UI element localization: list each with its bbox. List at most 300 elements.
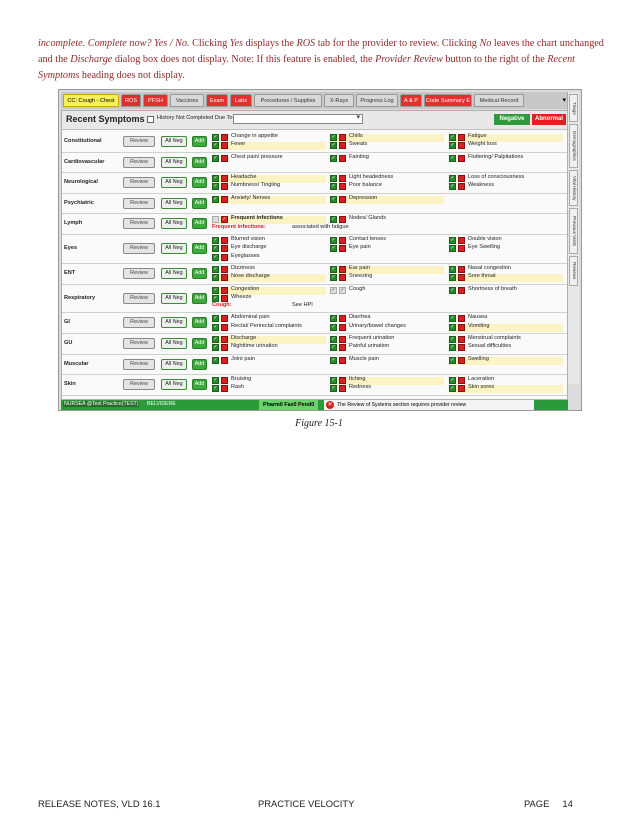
symptom-item[interactable] — [212, 344, 326, 352]
symptom-label: Skin sores — [468, 384, 495, 391]
add-button[interactable]: Add — [192, 293, 207, 304]
symptom-label: Swelling — [468, 355, 489, 362]
symptom-item[interactable] — [330, 155, 444, 163]
symptom-label: Wheeze — [231, 293, 252, 300]
abnormal-checkbox[interactable] — [221, 344, 228, 351]
symptom-label: Fever — [231, 141, 246, 148]
symptom-item[interactable] — [212, 324, 326, 332]
negative-button[interactable]: Negative — [494, 114, 530, 125]
symptom-note-label: Cough: — [212, 302, 232, 309]
symptom-item[interactable] — [330, 385, 444, 393]
symptom-item[interactable] — [330, 344, 444, 352]
abnormal-checkbox[interactable] — [221, 324, 228, 331]
symptom-item[interactable] — [449, 142, 563, 150]
system-label: GU — [64, 340, 73, 346]
row-divider — [62, 395, 567, 396]
symptom-item[interactable] — [212, 287, 326, 295]
abnormal-checkbox[interactable] — [339, 357, 346, 364]
symptom-item[interactable] — [212, 155, 326, 163]
symptom-label: Cough — [349, 285, 366, 292]
status-pharm[interactable]: Pharm0 Fax0 Pend0 — [259, 400, 318, 410]
abnormal-checkbox[interactable] — [458, 315, 465, 322]
abnormal-checkbox[interactable] — [221, 357, 228, 364]
abnormal-checkbox[interactable] — [458, 287, 465, 294]
abnormal-checkbox[interactable] — [458, 324, 465, 331]
symptom-label: Fainting — [349, 153, 369, 160]
symptom-label: Eye pain — [349, 244, 371, 251]
symptom-item[interactable] — [212, 357, 326, 365]
add-button[interactable]: Add — [192, 317, 207, 328]
all-neg-button[interactable]: All Neg — [161, 359, 187, 370]
review-button[interactable]: Review — [123, 359, 155, 370]
check-icon[interactable]: ✓ — [450, 323, 455, 330]
symptom-item[interactable] — [449, 315, 563, 323]
review-button[interactable]: Review — [123, 157, 155, 168]
symptom-item[interactable] — [212, 385, 326, 393]
abnormal-checkbox[interactable] — [339, 155, 346, 162]
abnormal-checkbox[interactable] — [339, 245, 346, 252]
abnormal-checkbox[interactable] — [458, 385, 465, 392]
symptom-label: Eye discharge — [231, 244, 267, 251]
system-row-gu — [62, 334, 567, 354]
system-row-skin — [62, 375, 567, 395]
abnormal-checkbox[interactable] — [458, 344, 465, 351]
all-neg-button[interactable]: All Neg — [161, 338, 187, 349]
abnormal-button[interactable]: Abnormal — [532, 114, 566, 125]
symptom-label: Weakness — [468, 182, 495, 189]
symptom-item[interactable] — [449, 245, 563, 253]
review-button[interactable]: Review — [123, 293, 155, 304]
symptom-item[interactable] — [212, 134, 326, 142]
abnormal-checkbox[interactable] — [339, 196, 346, 203]
check-icon[interactable]: ✓ — [331, 265, 336, 272]
symptom-label: Sore throat — [468, 273, 496, 280]
symptom-label: Menstrual complaints — [468, 335, 521, 341]
status-location: BELVIDERE — [147, 401, 176, 407]
check-icon[interactable]: ✓ — [331, 344, 336, 351]
abnormal-checkbox[interactable] — [458, 134, 465, 141]
symptom-label: Chills — [349, 133, 363, 139]
symptom-item[interactable] — [330, 245, 444, 253]
status-bar — [61, 400, 568, 410]
add-button[interactable]: Add — [192, 177, 207, 188]
check-icon[interactable]: ✓ — [450, 385, 455, 392]
abnormal-checkbox[interactable] — [221, 295, 228, 302]
symptom-item[interactable] — [212, 377, 326, 385]
symptom-label: Numbness/ Tingling — [231, 182, 281, 189]
abnormal-checkbox[interactable] — [458, 175, 465, 182]
abnormal-checkbox[interactable] — [221, 196, 228, 203]
check-icon[interactable]: ✓ — [213, 245, 218, 252]
symptom-label: Fluttering/ Palpitations — [468, 153, 524, 160]
tab-bar — [61, 92, 568, 109]
check-icon[interactable]: ✓ — [213, 336, 218, 342]
symptom-item[interactable] — [449, 274, 563, 282]
status-user: NURSEA @Test Practice(TEST) — [64, 401, 139, 407]
system-label: Eyes — [64, 245, 78, 251]
abnormal-checkbox[interactable] — [339, 216, 346, 223]
symptom-item[interactable] — [330, 357, 444, 365]
symptom-item[interactable] — [449, 237, 563, 245]
all-neg-button[interactable]: All Neg — [161, 293, 187, 304]
symptom-item[interactable] — [449, 357, 563, 365]
symptom-label: Itching — [349, 376, 366, 383]
symptom-label: Depression — [349, 194, 378, 201]
abnormal-checkbox[interactable] — [339, 175, 346, 182]
check-icon[interactable]: ✓ — [450, 183, 455, 190]
symptom-label: Frequent infections — [231, 215, 283, 222]
tab-cc-cough-chest[interactable]: CC: Cough - Chest — [63, 94, 119, 107]
check-icon[interactable]: ✓ — [213, 344, 218, 351]
abnormal-checkbox[interactable] — [458, 336, 465, 343]
symptom-item[interactable] — [212, 245, 326, 253]
check-icon[interactable]: ✓ — [331, 336, 336, 342]
add-button[interactable]: Add — [192, 136, 207, 147]
symptom-label: Headache — [231, 174, 257, 181]
tab-progress-log[interactable]: Progress Log — [356, 94, 398, 107]
side-tab-demographics[interactable]: Demographics — [569, 124, 578, 168]
abnormal-checkbox[interactable] — [339, 266, 346, 273]
symptom-item[interactable] — [330, 266, 444, 274]
symptom-item[interactable] — [449, 344, 563, 352]
system-row-psychiatric — [62, 194, 567, 214]
review-button[interactable]: Review — [123, 338, 155, 349]
symptom-label: Vomiting — [468, 322, 490, 329]
symptom-item[interactable] — [449, 287, 563, 295]
check-icon[interactable]: ✓ — [450, 134, 455, 140]
symptom-label: Diarrhea — [349, 314, 371, 321]
check-icon[interactable]: ✓ — [450, 315, 455, 322]
review-button[interactable]: Review — [123, 317, 155, 328]
symptom-item[interactable] — [449, 324, 563, 332]
abnormal-checkbox[interactable] — [339, 336, 346, 343]
abnormal-checkbox[interactable] — [339, 315, 346, 322]
system-row-respiratory — [62, 285, 567, 313]
symptom-item[interactable] — [449, 385, 563, 393]
abnormal-checkbox[interactable] — [458, 183, 465, 190]
tab-ros[interactable]: ROS — [121, 94, 141, 107]
check-icon[interactable]: ✓ — [450, 286, 455, 293]
symptom-item[interactable] — [330, 377, 444, 385]
symptom-label: Blurred vision — [231, 236, 265, 242]
tab-vaccines[interactable]: Vaccines — [170, 94, 204, 107]
symptom-label: Abdominal pain — [231, 314, 270, 321]
symptom-item[interactable] — [449, 377, 563, 385]
abnormal-checkbox[interactable] — [221, 245, 228, 252]
check-icon[interactable]: ✓ — [213, 183, 218, 190]
tab-exam[interactable]: Exam — [206, 94, 228, 107]
tab-code-summary-e[interactable]: Code Summary E — [424, 94, 472, 107]
check-icon[interactable]: ✓ — [331, 195, 336, 202]
check-icon[interactable]: ✓ — [213, 134, 218, 140]
system-row-eyes — [62, 235, 567, 263]
symptom-item[interactable] — [330, 175, 444, 183]
symptom-label: Loss of consciousness — [468, 174, 525, 181]
symptom-label: Joint pain — [231, 355, 255, 362]
check-icon[interactable]: ✓ — [213, 377, 218, 384]
tab-a-p[interactable]: A & P — [400, 94, 422, 107]
tab-medical-record[interactable]: Medical Record — [474, 94, 524, 107]
all-neg-button[interactable]: All Neg — [161, 177, 187, 188]
abnormal-checkbox[interactable] — [221, 385, 228, 392]
prompt-text: incomplete. Complete now? Yes / No. — [38, 38, 190, 49]
check-icon[interactable]: ✓ — [450, 237, 455, 243]
add-button[interactable]: Add — [192, 338, 207, 349]
add-button[interactable]: Add — [192, 379, 207, 390]
symptom-note-text: See HPI — [292, 302, 313, 309]
system-label: ENT — [64, 269, 76, 276]
abnormal-checkbox[interactable] — [339, 324, 346, 331]
abnormal-checkbox[interactable] — [458, 274, 465, 281]
side-tab-reviews[interactable]: Reviews — [569, 256, 578, 286]
symptom-item[interactable] — [330, 237, 444, 245]
check-icon[interactable]: ✓ — [331, 175, 336, 182]
check-icon[interactable]: ✓ — [213, 265, 218, 272]
abnormal-checkbox[interactable] — [221, 266, 228, 273]
history-label: History Not Completed Due To — [157, 115, 233, 121]
abnormal-checkbox[interactable] — [458, 266, 465, 273]
check-icon[interactable]: ✓ — [450, 344, 455, 351]
symptom-label: Chest pain/ pressure — [231, 153, 283, 160]
tab-procedures-supplies[interactable]: Procedures / Supplies — [254, 94, 322, 107]
tab-x-rays[interactable]: X-Rays — [324, 94, 354, 107]
check-icon[interactable]: ✓ — [213, 175, 218, 182]
all-neg-button[interactable]: All Neg — [161, 243, 187, 254]
check-icon[interactable]: ✓ — [331, 315, 336, 322]
tab-labs[interactable]: Labs — [230, 94, 252, 107]
footer-right: PAGE 14 — [524, 798, 573, 809]
side-tab-triage[interactable]: Triage — [569, 94, 578, 122]
symptom-item[interactable] — [330, 324, 444, 332]
check-icon[interactable]: ✓ — [331, 356, 336, 363]
abnormal-checkbox[interactable] — [458, 155, 465, 162]
add-button[interactable]: Add — [192, 268, 207, 279]
check-icon[interactable]: ✓ — [213, 237, 218, 243]
check-icon[interactable]: ✓ — [213, 154, 218, 161]
abnormal-checkbox[interactable] — [339, 183, 346, 190]
check-icon[interactable]: ✓ — [213, 385, 218, 392]
add-button[interactable]: Add — [192, 157, 207, 168]
abnormal-checkbox[interactable] — [221, 183, 228, 190]
symptom-label: Frequent urination — [349, 335, 395, 341]
all-neg-button[interactable]: All Neg — [161, 218, 187, 229]
system-label: Neurological — [64, 179, 98, 186]
review-button[interactable]: Review — [123, 136, 155, 147]
review-button[interactable]: Review — [123, 268, 155, 279]
check-icon[interactable]: ✓ — [331, 154, 336, 161]
check-icon[interactable]: ✓ — [213, 274, 218, 281]
system-label: Lymph — [64, 220, 83, 227]
all-neg-button[interactable]: All Neg — [161, 379, 187, 390]
symptom-label: Double vision — [468, 236, 502, 242]
symptom-label: Muscle pain — [349, 355, 379, 362]
abnormal-checkbox[interactable] — [339, 377, 346, 384]
check-icon[interactable]: ✓ — [331, 286, 336, 293]
tab-scroll-icon[interactable]: ▾ — [562, 97, 566, 104]
add-button[interactable]: Add — [192, 198, 207, 209]
abnormal-checkbox[interactable] — [221, 237, 228, 244]
check-icon[interactable]: ✓ — [331, 183, 336, 190]
symptom-item[interactable] — [449, 175, 563, 183]
abnormal-checkbox[interactable] — [339, 237, 346, 244]
abnormal-checkbox[interactable] — [221, 134, 228, 141]
system-label: Skin — [64, 381, 76, 388]
check-icon[interactable]: ✓ — [450, 356, 455, 363]
symptom-item[interactable] — [449, 134, 563, 142]
symptom-item[interactable] — [212, 274, 326, 282]
symptom-label: Bruising — [231, 376, 252, 383]
symptom-label: Weight loss — [468, 141, 497, 148]
check-icon[interactable]: ✓ — [213, 315, 218, 322]
system-label: Cardiovascular — [64, 158, 105, 165]
history-checkbox[interactable] — [147, 116, 154, 123]
abnormal-checkbox[interactable] — [221, 287, 228, 294]
check-icon[interactable]: ✓ — [213, 356, 218, 363]
abnormal-checkbox[interactable] — [339, 134, 346, 141]
check-icon[interactable]: ✓ — [450, 265, 455, 272]
all-neg-button[interactable]: All Neg — [161, 268, 187, 279]
system-row-constitutional — [62, 132, 567, 152]
check-icon[interactable]: ✓ — [331, 216, 336, 223]
abnormal-checkbox[interactable] — [458, 142, 465, 149]
figure-caption: Figure 15-1 — [295, 418, 343, 429]
review-button[interactable]: Review — [123, 243, 155, 254]
footer-center: PRACTICE VELOCITY — [258, 798, 355, 809]
abnormal-checkbox[interactable] — [221, 155, 228, 162]
system-label: GI — [64, 319, 70, 326]
add-button[interactable]: Add — [192, 359, 207, 370]
system-label: Constitutional — [64, 138, 102, 144]
symptom-item[interactable] — [330, 183, 444, 191]
check-icon[interactable]: ✓ — [213, 294, 218, 301]
check-icon[interactable]: ✓ — [213, 195, 218, 202]
abnormal-checkbox[interactable] — [458, 245, 465, 252]
abnormal-checkbox[interactable]: ✓ — [222, 216, 227, 223]
check-icon[interactable]: ✓ — [450, 274, 455, 281]
check-icon[interactable]: ✓ — [450, 175, 455, 182]
error-icon: ✕ — [327, 402, 333, 408]
symptom-label: Ear pain — [349, 264, 370, 271]
add-button[interactable]: Add — [192, 243, 207, 254]
check-icon[interactable]: ✓ — [450, 154, 455, 161]
review-button[interactable]: Review — [123, 379, 155, 390]
symptom-label: Poor balance — [349, 182, 382, 189]
check-icon[interactable]: ✓ — [331, 245, 336, 252]
symptom-item[interactable] — [212, 237, 326, 245]
symptom-item[interactable] — [212, 183, 326, 191]
side-tab-previous-visits[interactable]: Previous Visits — [569, 208, 578, 254]
symptom-label: Sexual difficulties — [468, 343, 512, 350]
abnormal-checkbox[interactable] — [458, 237, 465, 244]
symptom-note-label: Frequent infections: — [212, 223, 266, 230]
symptom-label: Urinary/bowel changes — [349, 322, 406, 329]
check-icon[interactable]: ✓ — [331, 274, 336, 281]
review-button[interactable]: Review — [123, 198, 155, 209]
symptom-label: Nausea — [468, 314, 488, 321]
abnormal-checkbox[interactable] — [221, 142, 228, 149]
symptom-item[interactable] — [212, 142, 326, 150]
review-button[interactable]: Review — [123, 177, 155, 188]
symptom-item[interactable] — [449, 266, 563, 274]
abnormal-checkbox[interactable] — [221, 315, 228, 322]
system-label: Muscular — [64, 360, 89, 367]
check-icon[interactable]: ✓ — [213, 286, 218, 293]
symptom-item[interactable] — [330, 134, 444, 142]
check-icon[interactable]: ✓ — [213, 253, 218, 260]
check-icon[interactable]: ✓ — [331, 323, 336, 330]
symptom-item[interactable] — [330, 196, 444, 204]
symptom-label: Rash — [231, 384, 245, 391]
symptom-note-text: associated with fatigue — [292, 223, 349, 230]
symptom-label: Painful urination — [349, 343, 390, 350]
abnormal-checkbox[interactable] — [458, 377, 465, 384]
check-icon[interactable]: ✓ — [331, 134, 336, 140]
symptom-item[interactable] — [330, 274, 444, 282]
symptom-label: Redness — [349, 384, 372, 391]
check-icon[interactable] — [212, 216, 219, 223]
abnormal-checkbox[interactable] — [221, 175, 228, 182]
symptom-label: Sweats — [349, 141, 368, 148]
check-icon[interactable]: ✓ — [331, 385, 336, 392]
check-icon[interactable]: ✓ — [213, 323, 218, 330]
symptom-item[interactable] — [330, 287, 444, 295]
abnormal-checkbox[interactable] — [221, 377, 228, 384]
abnormal-checkbox[interactable] — [221, 274, 228, 281]
check-icon[interactable]: ✓ — [331, 142, 336, 149]
all-neg-button[interactable]: All Neg — [161, 136, 187, 147]
symptom-label: Contact lenses — [349, 236, 387, 242]
all-neg-button[interactable]: All Neg — [161, 317, 187, 328]
symptom-label: Anxiety/ Nerves — [231, 194, 271, 201]
check-icon[interactable]: ✓ — [450, 336, 455, 342]
symptom-item[interactable] — [330, 142, 444, 150]
symptom-label: Rectal/ Perirectal complaints — [231, 322, 302, 329]
symptom-label: Eye Swelling — [468, 244, 501, 251]
abnormal-checkbox[interactable] — [221, 254, 228, 261]
check-icon[interactable]: ✓ — [450, 245, 455, 252]
status-warning[interactable]: ✕ The Review of Systems section requires provider review — [324, 400, 534, 410]
symptom-label: Congestion — [231, 285, 260, 292]
symptom-item[interactable] — [449, 155, 563, 163]
review-button[interactable]: Review — [123, 218, 155, 229]
add-button[interactable]: Add — [192, 218, 207, 229]
history-reason-select[interactable] — [233, 114, 363, 124]
check-icon[interactable]: ✓ — [213, 142, 218, 149]
abnormal-checkbox[interactable] — [339, 142, 346, 149]
symptom-label: Light headedness — [349, 174, 394, 181]
check-icon[interactable]: ✓ — [450, 142, 455, 149]
symptom-item[interactable] — [212, 196, 326, 204]
abnormal-checkbox[interactable] — [458, 357, 465, 364]
chevron-down-icon: ▾ — [356, 114, 360, 121]
check-icon[interactable]: ✓ — [340, 286, 345, 293]
check-icon[interactable]: ✓ — [331, 237, 336, 243]
symptom-label: Nighttime urination — [231, 343, 278, 350]
abnormal-checkbox[interactable] — [221, 336, 228, 343]
side-tab-vital-history[interactable]: Vital History — [569, 170, 578, 206]
abnormal-checkbox[interactable] — [339, 344, 346, 351]
symptom-item[interactable] — [449, 183, 563, 191]
system-label: Psychiatric — [64, 199, 94, 206]
abnormal-checkbox[interactable] — [339, 274, 346, 281]
abnormal-checkbox[interactable] — [339, 385, 346, 392]
check-icon[interactable]: ✓ — [331, 377, 336, 384]
tab-pfsh[interactable]: PFSH — [143, 94, 168, 107]
all-neg-button[interactable]: All Neg — [161, 157, 187, 168]
all-neg-button[interactable]: All Neg — [161, 198, 187, 209]
symptom-item[interactable] — [212, 254, 326, 262]
check-icon[interactable]: ✓ — [450, 377, 455, 384]
